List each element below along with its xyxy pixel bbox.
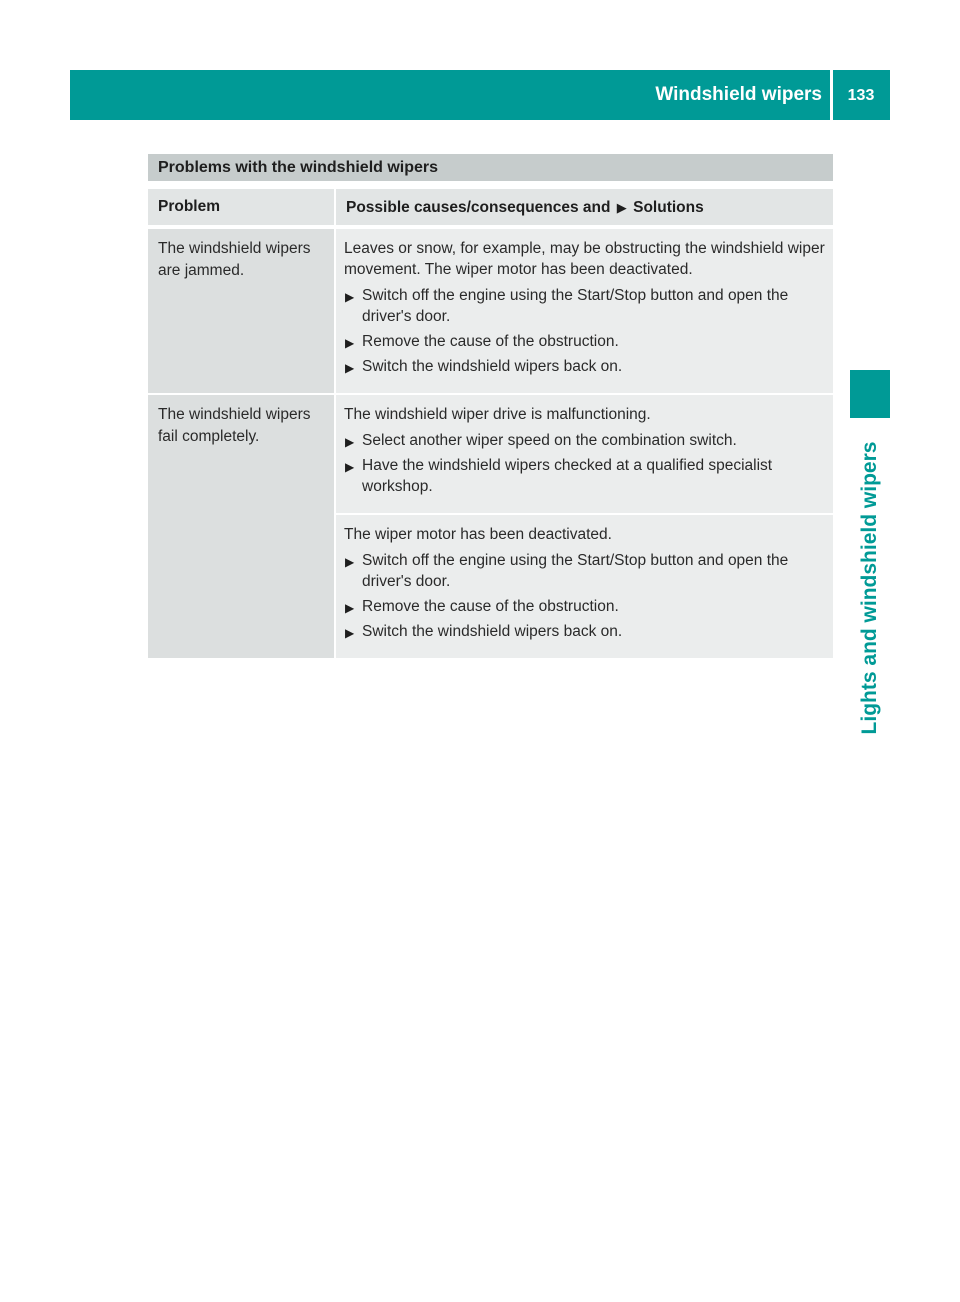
table-row — [148, 229, 833, 393]
cause-text: The wiper motor has been deactivated. — [344, 526, 612, 543]
arrow-right-icon: ▶ — [345, 336, 355, 350]
solution-cell — [336, 229, 833, 393]
arrow-right-icon: ▶ — [345, 290, 355, 304]
list-item — [344, 455, 825, 497]
problem-cell: The windshield wipers fail completely. — [148, 395, 336, 658]
page-section-title: Windshield wipers — [655, 84, 822, 105]
step-text: Select another wiper speed on the combination switch. — [362, 432, 737, 449]
table-row — [148, 395, 833, 513]
list-item — [344, 596, 825, 617]
problems-table — [148, 154, 833, 658]
column-header-solutions-label: Solutions — [633, 199, 704, 216]
header-divider — [830, 70, 833, 120]
list-item — [344, 621, 825, 642]
step-text: Have the windshield wipers checked at a qualified specialist workshop. — [362, 457, 773, 495]
cause-text: The windshield wiper drive is malfunctioning. — [344, 406, 651, 423]
step-text: Switch off the engine using the Start/Stop button and open the driver's door. — [362, 287, 789, 325]
arrow-right-icon: ▶ — [345, 601, 355, 615]
arrow-right-icon: ▶ — [345, 555, 355, 569]
arrow-right-icon: ▶ — [345, 361, 355, 375]
step-text: Switch the windshield wipers back on. — [362, 358, 623, 375]
column-header-causes-label: Possible causes/consequences and — [346, 199, 611, 216]
list-item — [344, 285, 825, 327]
step-text: Remove the cause of the obstruction. — [362, 333, 619, 350]
arrow-right-icon: ▶ — [345, 626, 355, 640]
chapter-label: Lights and windshield wipers — [858, 441, 881, 735]
cause-text: Leaves or snow, for example, may be obstructing the windshield wiper movement. The wiper motor has been deactivated. — [344, 240, 825, 278]
list-item — [344, 550, 825, 592]
list-item — [344, 356, 825, 377]
solution-cell — [336, 395, 833, 513]
step-text: Remove the cause of the obstruction. — [362, 598, 619, 615]
arrow-right-icon: ▶ — [345, 460, 355, 474]
arrow-right-icon: ▶ — [616, 200, 627, 215]
problem-cell: The windshield wipers are jammed. — [148, 229, 336, 393]
step-text: Switch off the engine using the Start/Stop button and open the driver's door. — [362, 552, 789, 590]
column-header-causes — [336, 189, 833, 225]
chapter-tab — [850, 370, 890, 418]
step-text: Switch the windshield wipers back on. — [362, 623, 623, 640]
list-item — [344, 430, 825, 451]
table-title: Problems with the windshield wipers — [148, 154, 833, 181]
list-item — [344, 331, 825, 352]
page-number: 133 — [847, 87, 875, 104]
solution-cell — [336, 515, 833, 658]
column-header-problem: Problem — [148, 189, 336, 225]
arrow-right-icon: ▶ — [345, 435, 355, 449]
